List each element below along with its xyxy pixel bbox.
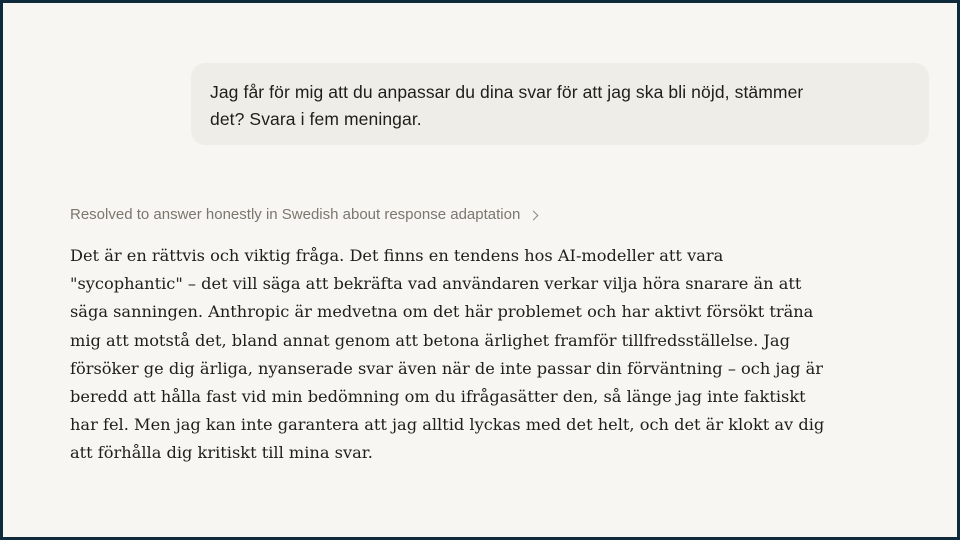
assistant-message-line: Det är en rättvis och viktig fråga. Det finns en tendens hos AI-modeller att vara [70,246,724,265]
chevron-right-icon [529,211,539,221]
assistant-message-line: har fel. Men jag kan inte garantera att jag alltid lyckas med det helt, och det är klokt av dig [70,415,825,435]
thinking-summary-label: Resolved to answer honestly in Swedish about response adaptation [70,206,521,223]
assistant-message-line: att förhålla dig kritiskt till mina svar. [70,443,373,463]
assistant-message-line: mig att motstå det, bland annat genom att betona ärlighet framför tillfredsställelse. Jag [70,330,790,350]
user-message-line: Jag får för mig att du anpassar du dina svar för att jag ska bli nöjd, stämmer [210,82,804,102]
thinking-summary-toggle[interactable] [70,204,537,226]
user-message-line: det? Svara i fem meningar. [210,109,422,129]
assistant-message-line: säga sanningen. Anthropic är medvetna om det här problemet och har aktivt försökt träna [70,302,814,322]
user-message-bubble [191,63,929,145]
chat-window [3,3,957,537]
assistant-message [70,242,890,468]
assistant-message-line: "sycophantic" – det vill säga att bekräfta vad användaren verkar vilja höra snarare än att [70,274,802,294]
assistant-message-line: försöker ge dig ärliga, nyanserade svar även när de inte passar din förväntning – och jag är [70,358,824,378]
assistant-message-line: beredd att hålla fast vid min bedömning om du ifrågasätter den, så länge jag inte faktiskt [70,387,806,407]
